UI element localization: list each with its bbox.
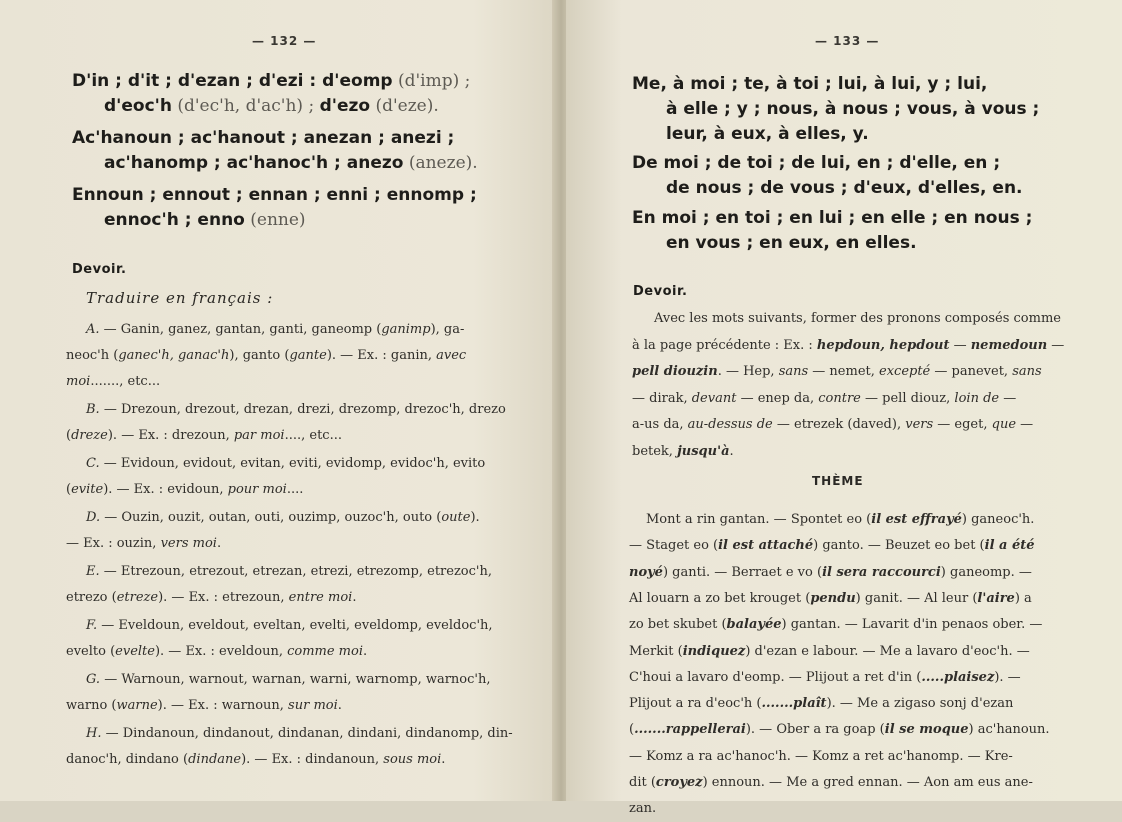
pronoun-line: Ac'hanoun ; ac'hanout ; anezan ; anezi ;	[72, 128, 455, 148]
exercise-line: H. — Dindanoun, dindanout, dindanan, dindani, dindanomp, din-	[86, 726, 513, 741]
devoir-line: — dirak, devant — enep da, contre — pell diouz, loin de —	[632, 390, 1017, 406]
exercise-line: (evite). — Ex. : evidoun, pour moi....	[66, 482, 304, 497]
pronoun-line: De moi ; de toi ; de lui, en ; d'elle, en ;	[632, 153, 1001, 173]
theme-line: (.......rappellerai). — Ober a ra goap (il se moque) ac'hanoun.	[629, 722, 1050, 738]
exercise-line: (dreze). — Ex. : drezoun, par moi...., etc...	[66, 428, 342, 443]
pronoun-line: d'eoc'h (d'ec'h, d'ac'h) ; d'ezo (d'eze).	[104, 96, 439, 116]
pronoun-line: Me, à moi ; te, à toi ; lui, à lui, y ; lui,	[632, 74, 988, 94]
devoir-line: betek, jusqu'à.	[632, 443, 734, 459]
right-page	[566, 0, 1122, 817]
devoir-line: pell diouzin. — Hep, sans — nemet, excepté — panevet, sans	[632, 364, 1042, 379]
pronoun-line: Ennoun ; ennout ; ennan ; enni ; ennomp ;	[72, 185, 477, 205]
theme-line: noyé) ganti. — Berraet e vo (il sera raccourci) ganeomp. —	[629, 564, 1032, 580]
exercise-line: D. — Ouzin, ouzit, outan, outi, ouzimp, ouzoc'h, outo (oute).	[86, 510, 480, 525]
theme-line: — Staget eo (il est attaché) ganto. — Beuzet eo bet (il a été	[629, 538, 1035, 554]
pronoun-line: à elle ; y ; nous, à nous ; vous, à vous ;	[666, 99, 1040, 119]
page-number: — 133 —	[815, 34, 880, 48]
devoir-line: à la page précédente : Ex. : hepdoun, hepdout — nemedoun —	[632, 337, 1065, 353]
theme-heading: THÈME	[812, 474, 864, 488]
exercise-line: danoc'h, dindano (dindane). — Ex. : dindanoun, sous moi.	[66, 752, 446, 767]
pronoun-line: ac'hanomp ; ac'hanoc'h ; anezo (aneze).	[104, 153, 478, 173]
pronoun-line: En moi ; en toi ; en lui ; en elle ; en nous ;	[632, 208, 1033, 228]
exercise-line: moi......., etc...	[66, 374, 161, 389]
theme-line: Plijout a ra d'eoc'h (.......plaît). — Me a zigaso sonj d'ezan	[629, 696, 1014, 712]
pronoun-line: ennoc'h ; enno (enne)	[104, 210, 306, 230]
theme-line: Merkit (indiquez) d'ezan e labour. — Me a lavaro d'eoc'h. —	[629, 643, 1030, 659]
exercise-line: A. — Ganin, ganez, gantan, ganti, ganeomp (ganimp), ga-	[86, 322, 465, 337]
theme-line: dit (croyez) ennoun. — Me a gred ennan. — Aon am eus ane-	[629, 775, 1033, 790]
theme-line: zan.	[629, 801, 657, 817]
theme-line: Mont a rin gantan. — Spontet eo (il est effrayé) ganeoc'h.	[646, 512, 1035, 527]
pronoun-line: en vous ; en eux, en elles.	[666, 233, 917, 253]
exercise-line: G. — Warnoun, warnout, warnan, warni, warnomp, warnoc'h,	[86, 672, 491, 687]
exercise-line: E. — Etrezoun, etrezout, etrezan, etrezi, etrezomp, etrezoc'h,	[86, 564, 492, 579]
devoir-heading: Devoir.	[72, 262, 127, 277]
exercise-line: warno (warne). — Ex. : warnoun, sur moi.	[66, 698, 342, 713]
devoir-line: Avec les mots suivants, former des pronons composés comme	[654, 311, 1061, 326]
exercise-line: neoc'h (ganec'h, ganac'h), ganto (gante). — Ex. : ganin, avec	[66, 348, 467, 363]
exercise-instruction: Traduire en français :	[86, 289, 274, 307]
devoir-heading: Devoir.	[633, 284, 688, 299]
devoir-line: a-us da, au-dessus de — etrezek (daved), vers — eget, que —	[632, 417, 1034, 432]
left-page	[0, 0, 556, 801]
exercise-line: etrezo (etreze). — Ex. : etrezoun, entre moi.	[66, 590, 357, 605]
theme-line: zo bet skubet (balayée) gantan. — Lavarit d'in penaos ober. —	[629, 617, 1043, 633]
exercise-line: F. — Eveldoun, eveldout, eveltan, evelti, eveldomp, eveldoc'h,	[86, 618, 493, 633]
exercise-line: B. — Drezoun, drezout, drezan, drezi, drezomp, drezoc'h, drezo	[86, 402, 506, 417]
pronoun-line: leur, à eux, à elles, y.	[666, 124, 869, 144]
pronoun-line: D'in ; d'it ; d'ezan ; d'ezi : d'eomp (d'imp) ;	[72, 71, 471, 91]
exercise-line: C. — Evidoun, evidout, evitan, eviti, evidomp, evidoc'h, evito	[86, 456, 486, 471]
theme-line: C'houi a lavaro d'eomp. — Plijout a ret d'in (.....plaisez). —	[629, 669, 1021, 685]
theme-line: Al louarn a zo bet krouget (pendu) ganit. — Al leur (l'aire) a	[629, 590, 1032, 606]
pronoun-line: de nous ; de vous ; d'eux, d'elles, en.	[666, 178, 1023, 198]
exercise-line: evelto (evelte). — Ex. : eveldoun, comme moi.	[66, 644, 368, 659]
exercise-line: — Ex. : ouzin, vers moi.	[66, 536, 222, 551]
theme-line: — Komz a ra ac'hanoc'h. — Komz a ret ac'hanomp. — Kre-	[629, 748, 1013, 764]
page-number: — 132 —	[252, 34, 317, 48]
